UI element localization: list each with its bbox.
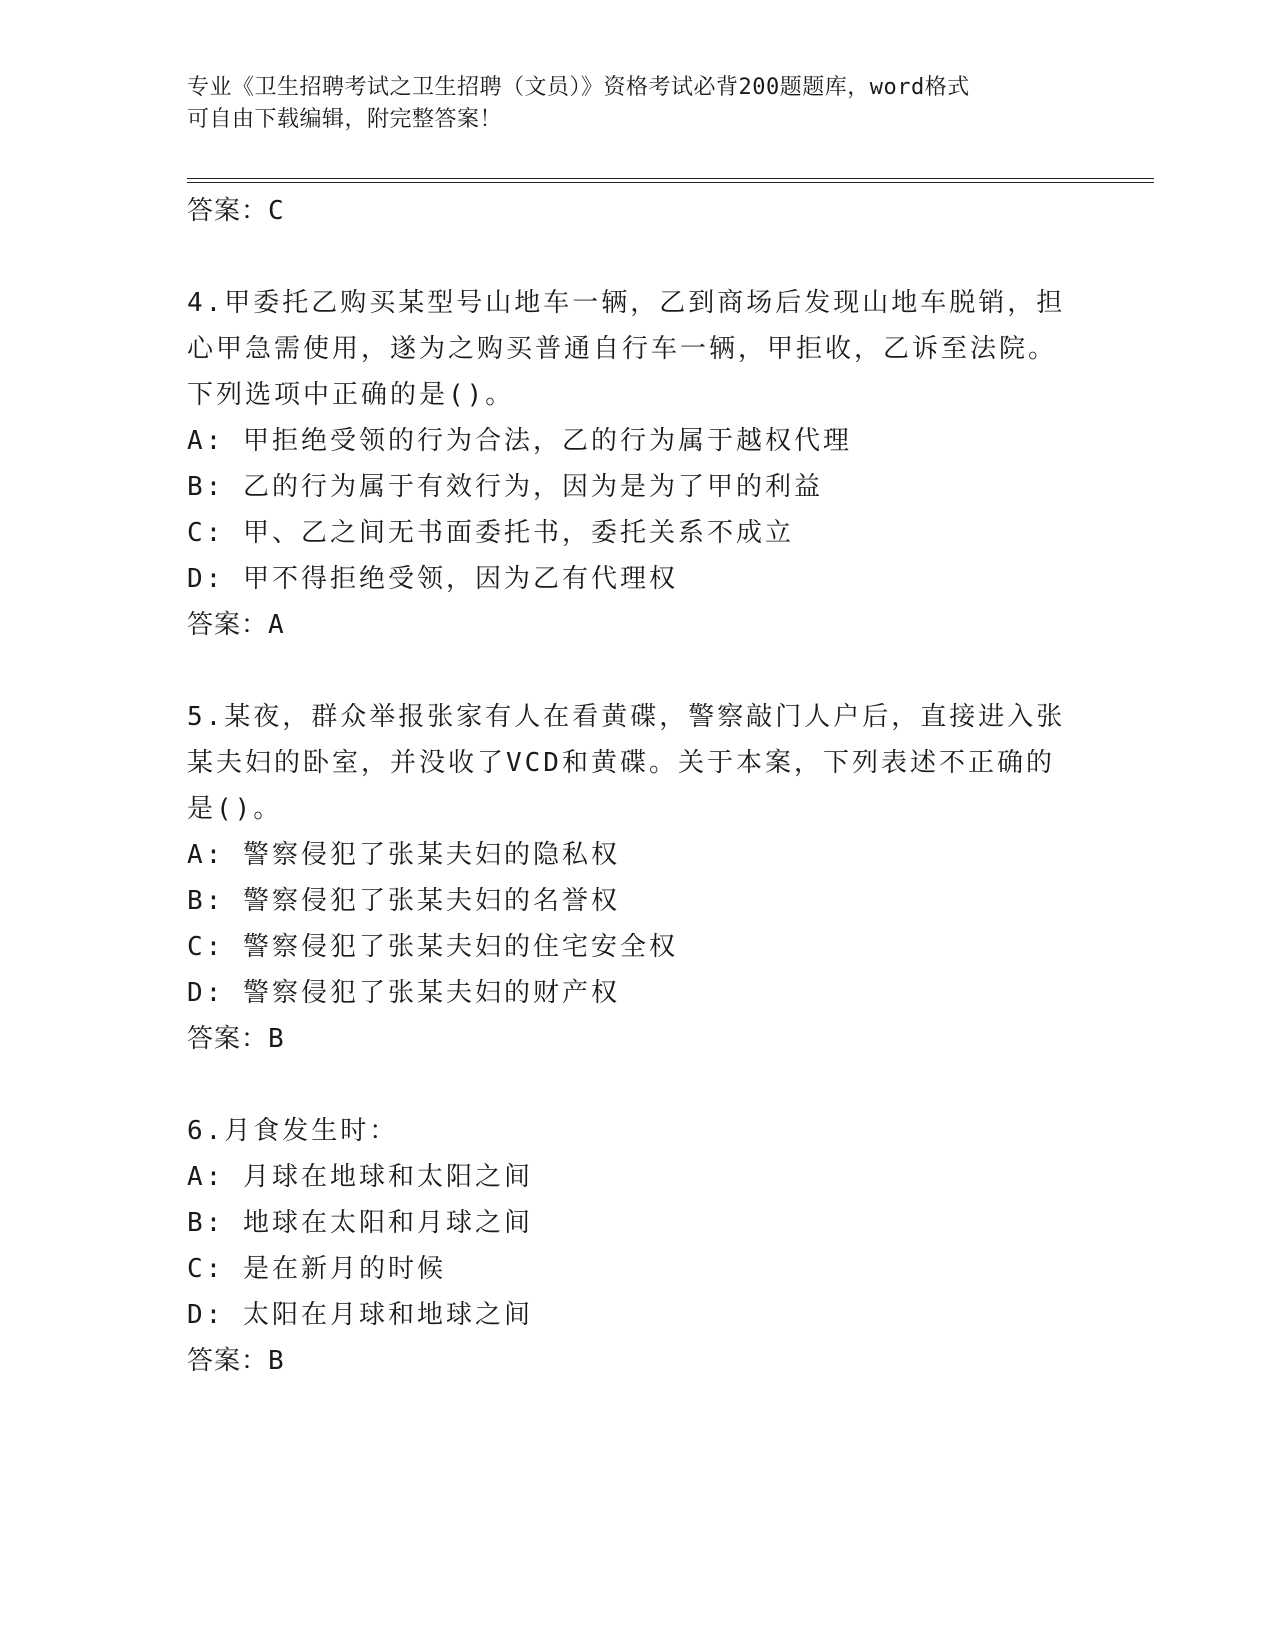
option-c: C: 警察侵犯了张某夫妇的住宅安全权 (187, 932, 678, 962)
option-c: C: 甲、乙之间无书面委托书，委托关系不成立 (187, 518, 794, 548)
question-block (187, 1108, 1087, 1384)
option-b: B: 地球在太阳和月球之间 (187, 1208, 533, 1238)
option-d: D: 警察侵犯了张某夫妇的财产权 (187, 978, 620, 1008)
question-text-line: 某夫妇的卧室，并没收了VCD和黄碟。关于本案，下列表述不正确的 (187, 748, 1055, 778)
spacer (187, 1062, 1087, 1108)
question-text-line: 6.月食发生时： (187, 1116, 399, 1146)
option-c: C: 是在新月的时候 (187, 1254, 446, 1284)
spacer (187, 648, 1087, 694)
question-block (187, 280, 1087, 648)
question-text-line: 下列选项中正确的是()。 (187, 380, 515, 410)
page-header (187, 72, 1067, 136)
previous-answer: 答案：C (187, 196, 285, 226)
spacer (187, 234, 1087, 280)
answer: 答案：B (187, 1346, 285, 1376)
option-b: B: 警察侵犯了张某夫妇的名誉权 (187, 886, 620, 916)
option-d: D: 甲不得拒绝受领，因为乙有代理权 (187, 564, 678, 594)
option-b: B: 乙的行为属于有效行为，因为是为了甲的利益 (187, 472, 823, 502)
option-a: A: 月球在地球和太阳之间 (187, 1162, 533, 1192)
option-d: D: 太阳在月球和地球之间 (187, 1300, 533, 1330)
question-text-line: 4.甲委托乙购买某型号山地车一辆，乙到商场后发现山地车脱销，担 (187, 288, 1066, 318)
answer: 答案：B (187, 1024, 285, 1054)
header-line-2: 可自由下载编辑，附完整答案！ (187, 107, 503, 132)
question-text-line: 是()。 (187, 794, 283, 824)
answer: 答案：A (187, 610, 285, 640)
header-divider (187, 178, 1154, 183)
option-a: A: 警察侵犯了张某夫妇的隐私权 (187, 840, 620, 870)
question-content (187, 188, 1087, 1384)
question-text-line: 5.某夜，群众举报张家有人在看黄碟，警察敲门人户后，直接进入张 (187, 702, 1066, 732)
header-line-1: 专业《卫生招聘考试之卫生招聘（文员）》资格考试必背200题题库，word格式 (187, 75, 970, 100)
question-block (187, 694, 1087, 1062)
option-a: A: 甲拒绝受领的行为合法，乙的行为属于越权代理 (187, 426, 852, 456)
question-text-line: 心甲急需使用，遂为之购买普通自行车一辆，甲拒收，乙诉至法院。 (187, 334, 1058, 364)
